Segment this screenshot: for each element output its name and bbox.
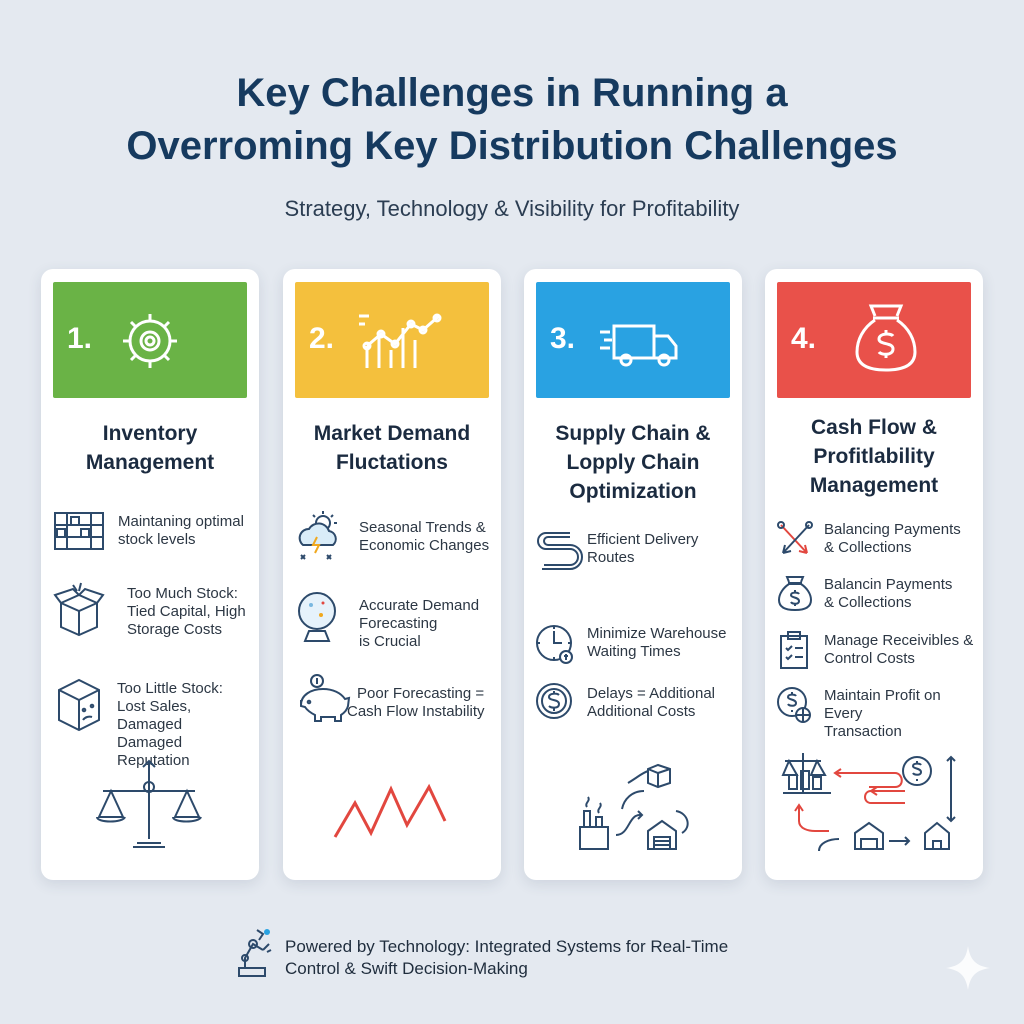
card-number: 2. bbox=[309, 322, 335, 355]
footer-line-2: Control & Swift Decision-Making bbox=[285, 959, 528, 978]
trend-chart-icon bbox=[357, 306, 443, 376]
money-bag-small-icon bbox=[775, 574, 815, 614]
clipboard-icon bbox=[775, 630, 815, 672]
card-number: 1. bbox=[67, 322, 93, 355]
supply-flow-icon bbox=[572, 763, 702, 855]
card-heading: Supply Chain & Lopply Chain Optimization bbox=[555, 422, 711, 503]
card-inventory: 1. Inventory Management Maintaning optimal stock levels Too Much Stock: Tied Capital, High Storage Costs Too Little Stock: Lost Sales, Damaged Damaged Reputation bbox=[41, 269, 259, 880]
card-heading: Cash Flow & Profitlability Management bbox=[809, 416, 939, 497]
delivery-truck-icon bbox=[598, 306, 688, 376]
zigzag-line-icon bbox=[331, 779, 455, 843]
page-title bbox=[0, 68, 1024, 171]
piggy-bank-icon bbox=[293, 673, 353, 729]
dollar-coin-icon bbox=[534, 681, 580, 727]
balance-scale-icon bbox=[93, 757, 205, 851]
page-subtitle: Strategy, Technology & Visibility for Profitability bbox=[284, 196, 740, 221]
coin-globe-icon bbox=[775, 685, 815, 727]
route-icon bbox=[534, 527, 590, 577]
footer-text bbox=[285, 936, 805, 980]
money-bag-icon bbox=[851, 300, 921, 376]
card-heading: Market Demand Fluctations bbox=[313, 422, 471, 474]
sparkle-icon bbox=[944, 944, 992, 992]
title-line-2: Overroming Key Distribution Challenges bbox=[126, 124, 898, 168]
card-number: 3. bbox=[550, 322, 576, 355]
gear-icon bbox=[115, 306, 185, 376]
footer-line-1: Powered by Technology: Integrated Systems for Real-Time bbox=[285, 937, 729, 956]
cash-flow-diagram-icon bbox=[779, 747, 975, 865]
card-cash-flow: 4. Cash Flow & Profitlability Management Balancing Payments & Collections Balancin Payments & Collections Manage Receivibles & Control Costs Maintain Profit on Every Transaction bbox=[765, 269, 983, 880]
robot-arm-icon bbox=[233, 924, 275, 980]
card-banner bbox=[295, 282, 489, 398]
card-supply-chain: 3. Supply Chain & Lopply Chain Optimization Efficient Delivery Routes Minimize Warehouse Waiting Times Delays = Additional Additional Costs bbox=[524, 269, 742, 880]
card-heading: Inventory Management bbox=[85, 422, 215, 474]
title-line-1: Key Challenges in Running a bbox=[236, 71, 788, 115]
card-banner bbox=[53, 282, 247, 398]
open-box-icon bbox=[51, 581, 107, 637]
card-banner bbox=[536, 282, 730, 398]
crystal-ball-icon bbox=[293, 587, 349, 647]
shelving-icon bbox=[51, 509, 107, 553]
card-market-demand: 2. Market Demand Fluctations Seasonal Trends & Economic Changes Accurate Demand Forecasting is Crucial Poor Forecasting = Cash Flow Instability bbox=[283, 269, 501, 880]
clock-icon bbox=[534, 621, 584, 671]
card-banner bbox=[777, 282, 971, 398]
sad-box-icon bbox=[51, 674, 107, 734]
card-number: 4. bbox=[791, 322, 817, 355]
exchange-arrows-icon bbox=[775, 519, 823, 559]
weather-icon bbox=[293, 509, 349, 571]
